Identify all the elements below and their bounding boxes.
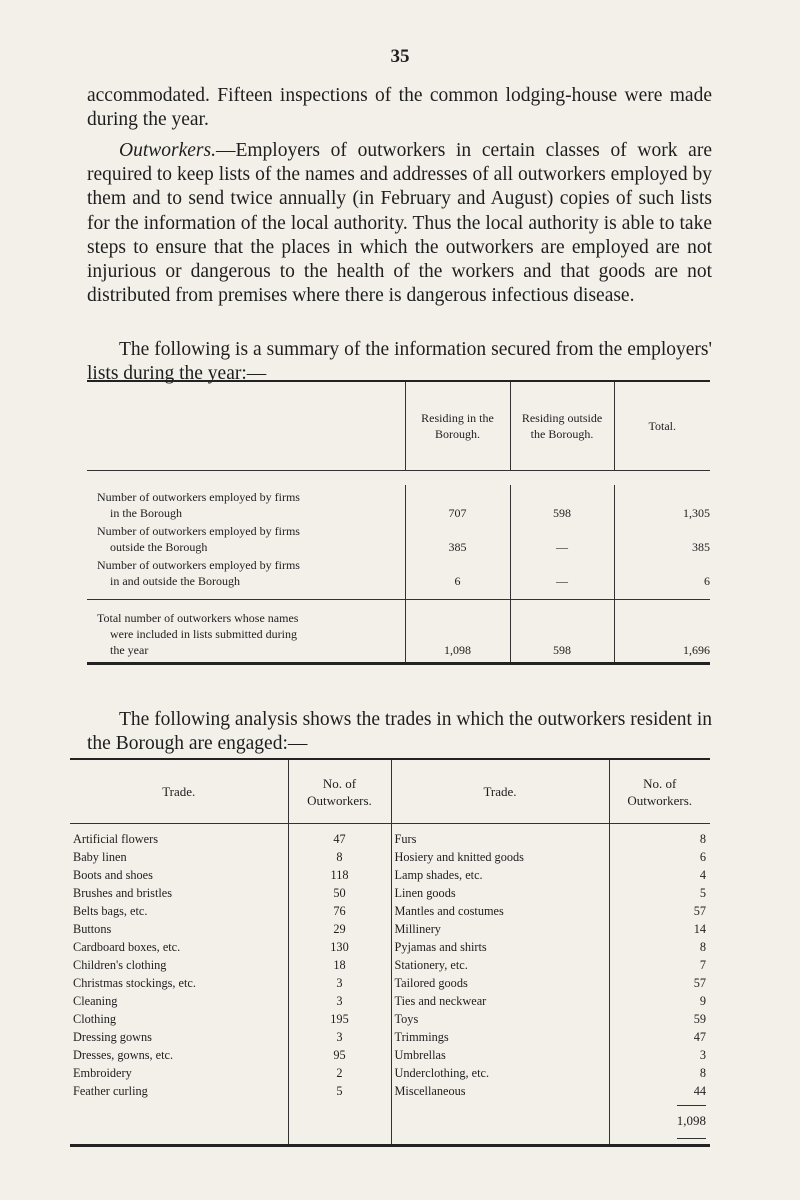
trade-name-right: Toys: [391, 1010, 609, 1028]
trade-count-left: 118: [288, 866, 391, 884]
trade-count-right: 4: [609, 866, 710, 884]
trade-name-left: Dresses, gowns, etc.: [73, 1048, 174, 1062]
trade-name-right: Stationery, etc.: [391, 956, 609, 974]
trades-row: [70, 992, 710, 1010]
trade-count-right: 3: [609, 1046, 710, 1064]
trade-name-right: Miscellaneous: [391, 1082, 609, 1100]
trades-row: [70, 1064, 710, 1082]
summary-header-inside: Residing in the Borough.: [405, 381, 510, 471]
outworkers-heading: Outworkers.: [119, 140, 216, 161]
summary-row-label: Total number of outworkers whose names: [97, 611, 299, 625]
trade-count-left: 195: [288, 1010, 391, 1028]
summary-header-outside: Residing outside the Borough.: [510, 381, 614, 471]
summary-cell-inside: 6: [405, 556, 510, 600]
summary-row-inside: [87, 485, 710, 522]
summary-cell-inside: 385: [405, 522, 510, 556]
trade-count-right: 6: [609, 848, 710, 866]
trades-table: [70, 758, 710, 1147]
summary-header-total: Total.: [614, 381, 710, 471]
trade-count-right: 8: [609, 938, 710, 956]
trade-count-left: 8: [288, 848, 391, 866]
trade-name-right: Mantles and costumes: [391, 902, 609, 920]
trade-count-left: 50: [288, 884, 391, 902]
paragraph-summary-intro: The following is a summary of the information secured from the employers' lists during the year:—: [87, 339, 712, 385]
trades-row: [70, 1082, 710, 1100]
summary-row-label: outside the Borough: [110, 540, 208, 554]
trade-name-right: Underclothing, etc.: [391, 1064, 609, 1082]
outworkers-body: —Employers of outworkers in certain classes of work are required to keep lists of the names and addresses of all outworkers employed by them and to send twice annually (in February and August) copies of such lists for the information of the local authority. Thus the local authority is able to take steps to ensure that the places in which the outworkers are employed are not injurious or dangerous to the health of the workers and that goods are not distributed from premises where there is dangerous infectious disease.: [87, 140, 712, 307]
trades-row: [70, 884, 710, 902]
trades-row: [70, 830, 710, 848]
trade-name-left: Cardboard boxes, etc.: [73, 940, 181, 954]
trade-name-right: Linen goods: [391, 884, 609, 902]
summary-row-label: in the Borough: [110, 506, 182, 520]
trade-count-left: 76: [288, 902, 391, 920]
trade-count-left: 3: [288, 1028, 391, 1046]
trade-name-right: Furs: [391, 830, 609, 848]
summary-row-label: Number of outworkers employed by firms: [97, 490, 300, 504]
trades-grand-total-value: 1,098: [677, 1105, 706, 1139]
trade-count-right: 44: [609, 1082, 710, 1100]
trade-name-left: Brushes and bristles: [73, 886, 173, 900]
trades-row: [70, 938, 710, 956]
trade-count-left: 130: [288, 938, 391, 956]
trades-grand-total: [609, 1100, 710, 1146]
trade-name-left: Artificial flowers: [73, 832, 159, 846]
summary-cell-outside: —: [510, 522, 614, 556]
trades-total-row: [70, 1100, 710, 1146]
summary-cell-total: 1,305: [614, 485, 710, 522]
summary-row-label: Number of outworkers employed by firms: [97, 558, 300, 572]
paragraph-outworkers: [87, 139, 712, 308]
trades-header-trade-left: Trade.: [162, 784, 196, 799]
summary-cell-outside: 598: [510, 600, 614, 664]
trades-row: [70, 920, 710, 938]
trade-count-left: 95: [288, 1046, 391, 1064]
trade-name-left: Boots and shoes: [73, 868, 153, 882]
trade-name-left: Embroidery: [73, 1066, 132, 1080]
summary-cell-total: 6: [614, 556, 710, 600]
trade-count-right: 59: [609, 1010, 710, 1028]
trade-count-left: 3: [288, 974, 391, 992]
trades-row: [70, 902, 710, 920]
trade-name-right: Millinery: [391, 920, 609, 938]
paragraph-lodging-house: accommodated. Fifteen inspections of the common lodging-house were made during the year.: [87, 85, 712, 131]
trades-header-count-left: No. of Outworkers.: [288, 759, 391, 824]
summary-cell-inside: 1,098: [405, 600, 510, 664]
trade-name-left: Buttons: [73, 922, 112, 936]
trades-row: [70, 974, 710, 992]
summary-row-total: [87, 600, 710, 664]
trades-header-trade-right: Trade.: [391, 759, 609, 824]
summary-row-label: in and outside the Borough: [110, 574, 240, 588]
trade-count-right: 14: [609, 920, 710, 938]
summary-row-label: Number of outworkers employed by firms: [97, 524, 300, 538]
summary-row-outside: [87, 522, 710, 556]
summary-row-both: [87, 556, 710, 600]
trade-name-left: Dressing gowns: [73, 1030, 152, 1044]
trade-count-right: 57: [609, 902, 710, 920]
trades-row: [70, 1028, 710, 1046]
trade-name-left: Children's clothing: [73, 958, 167, 972]
trade-count-right: 7: [609, 956, 710, 974]
trade-name-right: Umbrellas: [391, 1046, 609, 1064]
summary-cell-outside: 598: [510, 485, 614, 522]
trades-row: [70, 848, 710, 866]
trade-name-left: Baby linen: [73, 850, 127, 864]
trades-row: [70, 866, 710, 884]
summary-row-label: were included in lists submitted during: [110, 627, 297, 641]
summary-cell-outside: —: [510, 556, 614, 600]
summary-table: [87, 380, 710, 667]
trade-count-left: 3: [288, 992, 391, 1010]
trade-count-right: 5: [609, 884, 710, 902]
trade-name-left: Clothing: [73, 1012, 117, 1026]
trade-name-left: Feather curling: [73, 1084, 148, 1098]
trade-count-right: 9: [609, 992, 710, 1010]
trade-count-left: 2: [288, 1064, 391, 1082]
trades-row: [70, 1046, 710, 1064]
summary-cell-inside: 707: [405, 485, 510, 522]
trade-name-right: Hosiery and knitted goods: [391, 848, 609, 866]
trade-name-right: Trimmings: [391, 1028, 609, 1046]
trade-count-right: 8: [609, 1064, 710, 1082]
trade-count-right: 47: [609, 1028, 710, 1046]
summary-row-label: the year: [110, 643, 149, 657]
trade-count-left: 47: [288, 830, 391, 848]
trade-name-right: Lamp shades, etc.: [391, 866, 609, 884]
trades-row: [70, 1010, 710, 1028]
paragraph-trades-intro: The following analysis shows the trades in which the outworkers resident in the Borough are engaged:—: [87, 709, 713, 755]
page-number: 35: [390, 46, 410, 67]
trade-name-right: Tailored goods: [391, 974, 609, 992]
trade-count-left: 29: [288, 920, 391, 938]
summary-header-blank: [87, 381, 405, 471]
summary-cell-total: 385: [614, 522, 710, 556]
summary-cell-total: 1,696: [614, 600, 710, 664]
trade-name-right: Ties and neckwear: [391, 992, 609, 1010]
trade-count-left: 5: [288, 1082, 391, 1100]
trade-count-right: 8: [609, 830, 710, 848]
trade-name-right: Pyjamas and shirts: [391, 938, 609, 956]
trades-header-count-right: No. of Outworkers.: [609, 759, 710, 824]
trades-row: [70, 956, 710, 974]
trade-name-left: Belts bags, etc.: [73, 904, 148, 918]
trade-name-left: Cleaning: [73, 994, 118, 1008]
trade-count-left: 18: [288, 956, 391, 974]
trade-name-left: Christmas stockings, etc.: [73, 976, 196, 990]
trade-count-right: 57: [609, 974, 710, 992]
